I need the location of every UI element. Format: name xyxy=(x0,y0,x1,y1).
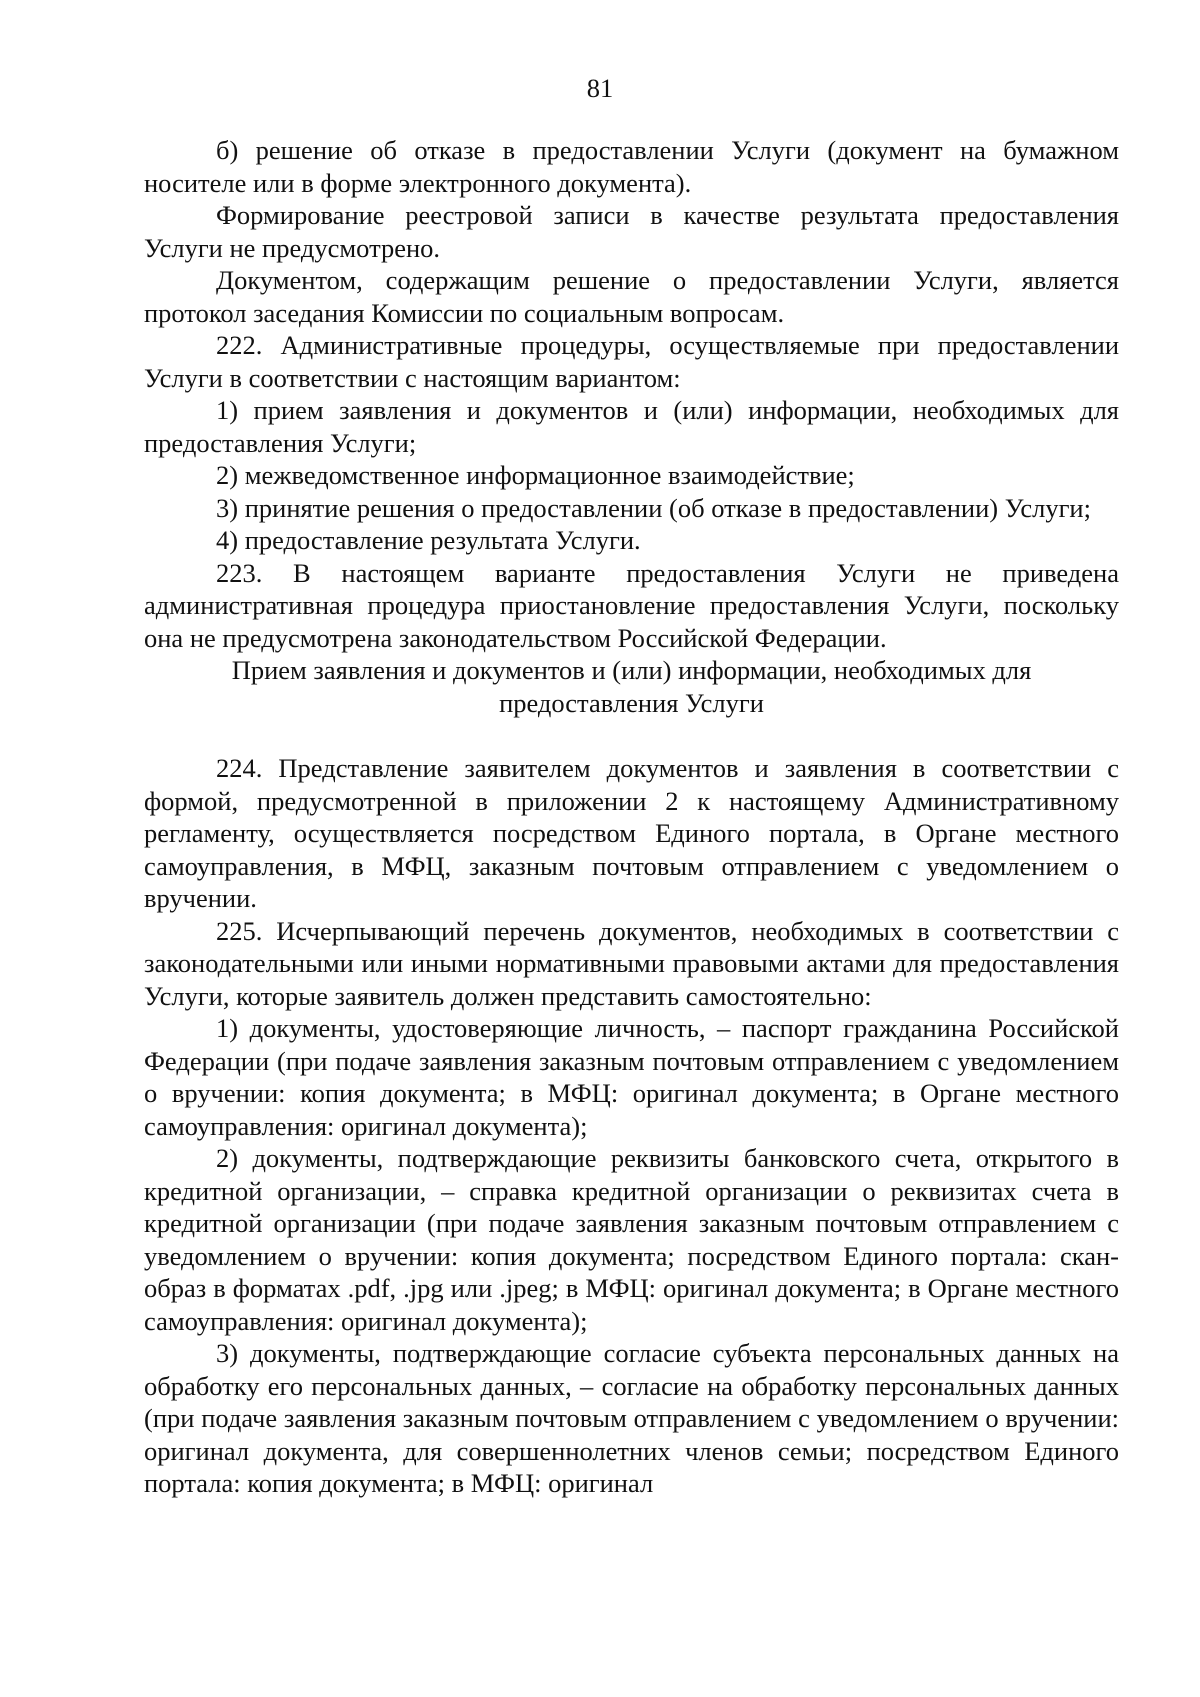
paragraph-result-refusal: б) решение об отказе в предоставлении Услуги (документ на бумажном носителе или в форме электронного документа). xyxy=(144,135,1119,198)
section-heading-line-1: Прием заявления и документов и (или) информации, необходимых для xyxy=(231,655,1032,685)
paragraph-decision-document: Документом, содержащим решение о предоставлении Услуги, является протокол заседания Комиссии по социальным вопросам. xyxy=(144,265,1119,328)
paragraph-225: 225. Исчерпывающий перечень документов, необходимых в соответствии с законодательными или иными нормативными правовыми актами для предоставления Услуги, которые заявитель должен представить самостоятельно: xyxy=(144,915,1119,1011)
paragraph-223: 223. В настоящем варианте предоставления Услуги не приведена административная процедура приостановление предоставления Услуги, поскольку она не предусмотрена законодательством Российской Федерации. xyxy=(144,557,1119,653)
paragraph-222-item-4: 4) предоставление результата Услуги. xyxy=(216,525,641,555)
paragraph-222-item-3: 3) принятие решения о предоставлении (об отказе в предоставлении) Услуги; xyxy=(216,492,1091,523)
paragraph-225-item-3: 3) документы, подтверждающие согласие субъекта персональных данных на обработку его персональных данных, – согласие на обработку персональных данных (при подаче заявления заказным почтовым отправлением с уведомлением о вручении: оригинал документа, для совершеннолетних членов семьи; посредством Единого портала: копия документа; в МФЦ: оригинал xyxy=(144,1338,1119,1498)
document-body xyxy=(144,134,1119,1500)
paragraph-222: 222. Административные процедуры, осуществляемые при предоставлении Услуги в соответствии с настоящим вариантом: xyxy=(144,330,1119,393)
paragraph-222-item-2: 2) межведомственное информационное взаимодействие; xyxy=(216,460,855,490)
section-heading-line-2: предоставления Услуги xyxy=(499,687,764,718)
paragraph-224: 224. Представление заявителем документов и заявления в соответствии с формой, предусмотренной в приложении 2 к настоящему Административному регламенту, осуществляется посредством Единого портала, в Органе местного самоуправления, в МФЦ, заказным почтовым отправлением с уведомлением о вручении. xyxy=(144,753,1119,913)
paragraph-225-item-1: 1) документы, удостоверяющие личность, – паспорт гражданина Российской Федерации (при подаче заявления заказным почтовым отправлением с уведомлением о вручении: копия документа; в МФЦ: оригинал документа; в Органе местного самоуправления: оригинал документа); xyxy=(144,1013,1119,1141)
page-number: 81 xyxy=(586,73,614,103)
paragraph-222-item-1: 1) прием заявления и документов и (или) информации, необходимых для предоставления Услуги; xyxy=(144,395,1119,458)
section-heading xyxy=(144,654,1119,719)
paragraph-registry-record: Формирование реестровой записи в качестве результата предоставления Услуги не предусмотрено. xyxy=(144,200,1119,263)
paragraph-225-item-2: 2) документы, подтверждающие реквизиты банковского счета, открытого в кредитной организации, – справка кредитной организации о реквизитах счета в кредитной организации (при подаче заявления заказным почтовым отправлением с уведомлением о вручении: копия документа; посредством Единого портала: скан-образ в форматах .pdf, .jpg или .jpeg; в МФЦ: оригинал документа; в Органе местного самоуправления: оригинал документа); xyxy=(144,1143,1119,1336)
